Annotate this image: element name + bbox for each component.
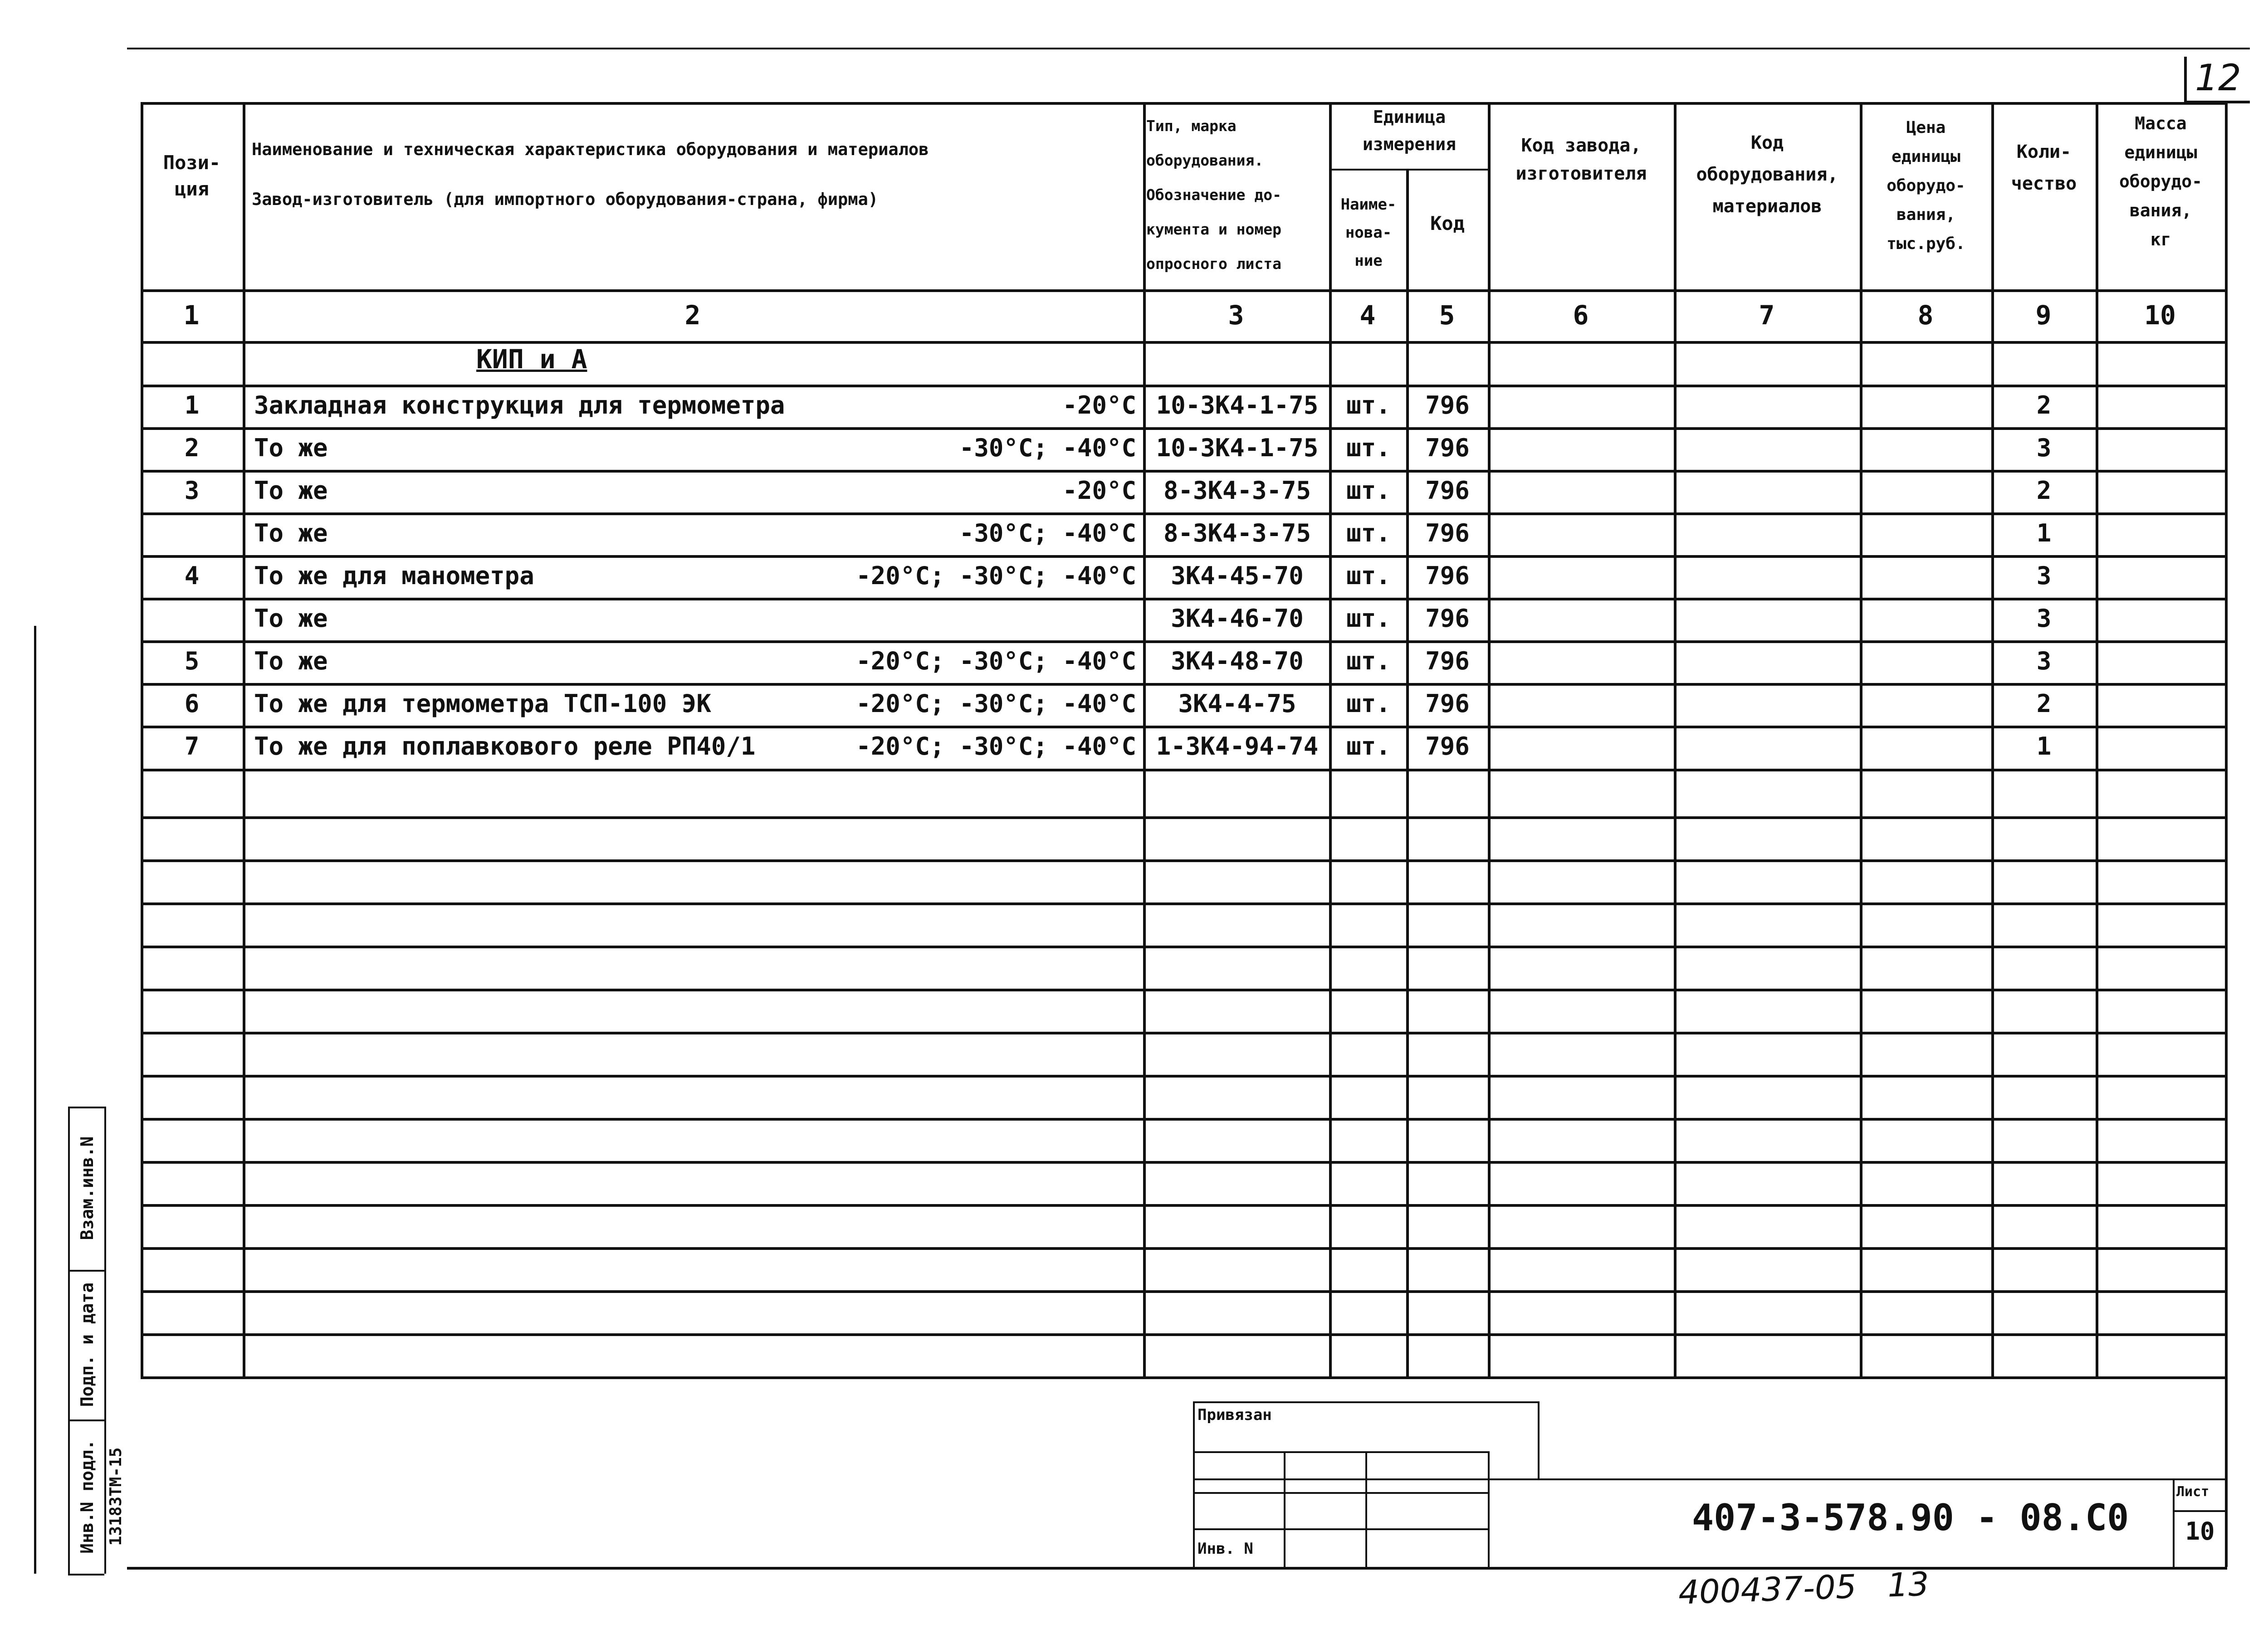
cell-name: То же	[254, 647, 328, 675]
cell-temperature: -30°С; -40°С	[959, 434, 1136, 462]
sheet-label: Лист	[2176, 1484, 2209, 1500]
cell-position: 5	[184, 647, 200, 675]
cell-unit-code: 796	[1425, 519, 1470, 547]
side-stamp-vzam: Взам.инв.N	[77, 1136, 97, 1240]
cell-name: Закладная конструкция для термометра	[254, 391, 785, 419]
cell-unit: шт.	[1346, 647, 1391, 675]
cell-unit: шт.	[1346, 476, 1391, 505]
header-unit-code: Код	[1430, 212, 1465, 234]
document-code: 407-3-578.90 - 08.С0	[1692, 1497, 2129, 1539]
cell-quantity: 3	[2036, 647, 2052, 675]
header-name-line2: Завод-изготовитель (для импортного оборудования-страна, фирма)	[252, 190, 879, 209]
cell-unit: шт.	[1346, 434, 1391, 462]
header-mass: Масса единицы оборудо- вания, кг	[2119, 113, 2203, 249]
cell-temperature: -20°С; -30°С; -40°С	[856, 732, 1136, 761]
header-position: Пози- ция	[163, 151, 221, 200]
side-stamp-inv-value: 13183ТМ-15	[107, 1447, 125, 1546]
cell-unit-code: 796	[1425, 391, 1470, 419]
cell-position: 4	[184, 561, 200, 590]
cell-name: То же для манометра	[254, 561, 534, 590]
inventory-number-label: Инв. N	[1198, 1540, 1253, 1558]
cell-type: 8-3К4-3-75	[1163, 519, 1311, 547]
cell-temperature: -20°С; -30°С; -40°С	[856, 647, 1136, 675]
header-unit-group: Единица измерения	[1363, 107, 1456, 154]
cell-unit: шт.	[1346, 561, 1391, 590]
cell-position: 1	[184, 391, 200, 419]
side-stamp-podp: Подп. и дата	[77, 1282, 97, 1407]
column-number-2: 2	[684, 300, 701, 331]
section-title: КИП и А	[476, 344, 587, 375]
cell-name: То же для термометра ТСП-100 ЭК	[254, 689, 711, 718]
column-number-7: 7	[1759, 300, 1775, 331]
cell-position: 3	[184, 476, 200, 505]
cell-quantity: 2	[2036, 476, 2052, 505]
cell-name: То же	[254, 476, 328, 505]
header-quantity: Коли- чество	[2011, 141, 2077, 194]
page-number: 12	[2195, 57, 2241, 99]
cell-unit-code: 796	[1425, 476, 1470, 505]
cell-quantity: 3	[2036, 604, 2052, 633]
side-stamp-inv-podl: Инв.N подл.	[77, 1439, 97, 1554]
column-number-4: 4	[1359, 300, 1376, 331]
cell-name: То же для поплавкового реле РП40/1	[254, 732, 756, 761]
column-number-3: 3	[1228, 300, 1244, 331]
header-factory-code: Код завода, изготовителя	[1515, 135, 1647, 184]
cell-temperature: -20°С; -30°С; -40°С	[856, 689, 1136, 718]
cell-unit-code: 796	[1425, 604, 1470, 633]
cell-temperature: -20°С	[1062, 391, 1136, 419]
cell-type: 10-3К4-1-75	[1156, 391, 1319, 419]
cell-position: 7	[184, 732, 200, 761]
cell-position: 2	[184, 434, 200, 462]
cell-unit-code: 796	[1425, 732, 1470, 761]
cell-temperature: -20°С; -30°С; -40°С	[856, 561, 1136, 590]
cell-unit: шт.	[1346, 519, 1391, 547]
cell-quantity: 2	[2036, 391, 2052, 419]
cell-type: 10-3К4-1-75	[1156, 434, 1319, 462]
column-number-9: 9	[2035, 300, 2052, 331]
column-number-1: 1	[183, 300, 200, 331]
header-name-line1: Наименование и техническая характеристика оборудования и материалов	[252, 140, 929, 159]
header-price: Цена единицы оборудо- вания, тыс.руб.	[1887, 118, 1965, 253]
cell-unit-code: 796	[1425, 647, 1470, 675]
cell-unit: шт.	[1346, 689, 1391, 718]
header-unit-name: Наиме- нова- ние	[1340, 195, 1397, 270]
sheet-number: 10	[2185, 1517, 2215, 1546]
cell-temperature: -20°С	[1062, 476, 1136, 505]
cell-name: То же	[254, 604, 328, 633]
cell-unit-code: 796	[1425, 434, 1470, 462]
footer-handwritten-number: 400437-05 13	[1677, 1565, 1930, 1612]
cell-position: 6	[184, 689, 200, 718]
cell-temperature: -30°С; -40°С	[959, 519, 1136, 547]
cell-type: 3К4-45-70	[1171, 561, 1304, 590]
header-type: Тип, марка оборудования. Обозначение до- кумента и номер опросного листа	[1146, 117, 1282, 273]
cell-unit: шт.	[1346, 732, 1391, 761]
column-number-8: 8	[1917, 300, 1934, 331]
column-number-5: 5	[1439, 300, 1455, 331]
cell-quantity: 1	[2036, 519, 2052, 547]
cell-unit-code: 796	[1425, 689, 1470, 718]
cell-name: То же	[254, 434, 328, 462]
column-number-10: 10	[2144, 300, 2176, 331]
cell-quantity: 3	[2036, 434, 2052, 462]
cell-name: То же	[254, 519, 328, 547]
cell-quantity: 1	[2036, 732, 2052, 761]
header-equipment-code: Код оборудования, материалов	[1696, 132, 1838, 217]
column-number-6: 6	[1573, 300, 1589, 331]
privyazan-label: Привязан	[1198, 1406, 1272, 1424]
cell-quantity: 2	[2036, 689, 2052, 718]
cell-type: 3К4-4-75	[1178, 689, 1296, 718]
cell-unit-code: 796	[1425, 561, 1470, 590]
cell-type: 3К4-46-70	[1171, 604, 1304, 633]
cell-type: 1-3К4-94-74	[1156, 732, 1319, 761]
cell-type: 8-3К4-3-75	[1163, 476, 1311, 505]
cell-unit: шт.	[1346, 391, 1391, 419]
cell-type: 3К4-48-70	[1171, 647, 1304, 675]
cell-unit: шт.	[1346, 604, 1391, 633]
cell-quantity: 3	[2036, 561, 2052, 590]
